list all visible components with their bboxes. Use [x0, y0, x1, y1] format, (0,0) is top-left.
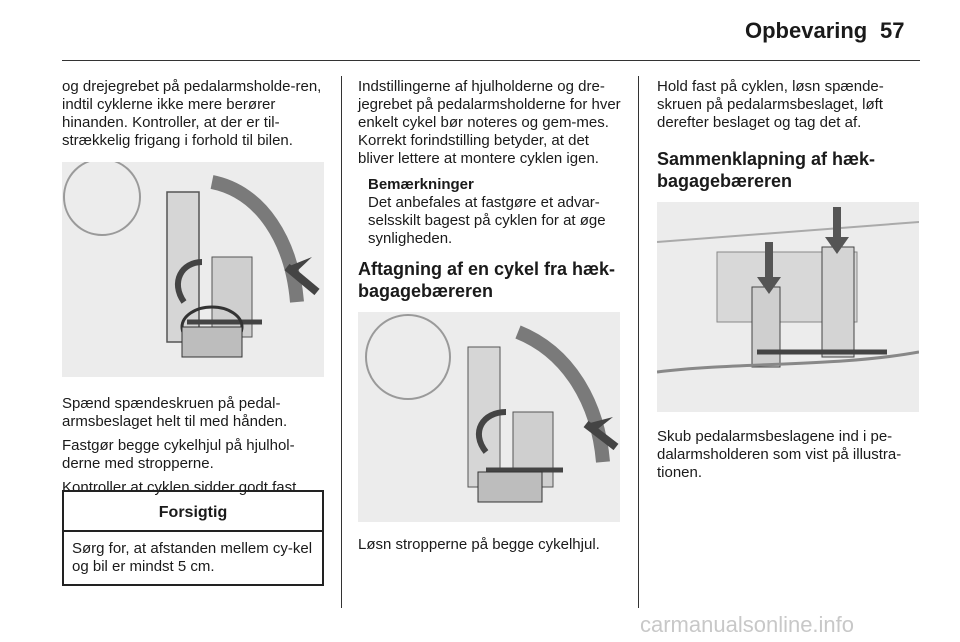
- paragraph: Fastgør begge cykelhjul på hjulhol-derne med stropperne.: [62, 437, 295, 472]
- caution-divider: [64, 530, 322, 532]
- paragraph: og drejegrebet på pedalarmsholde-ren, indtil cyklerne ikke mere berører hinanden. Kontroller, at der er til-strækkelig frigang i forhold til bilen.: [62, 78, 322, 149]
- section-title: Opbevaring: [745, 18, 868, 43]
- caution-box: [62, 490, 324, 586]
- paragraph: Spænd spændeskruen på pedal-armsbeslaget helt til med hånden.: [62, 395, 288, 430]
- header-divider: [62, 60, 920, 61]
- column-divider: [638, 76, 639, 608]
- note-block: [368, 176, 628, 248]
- note-title: Bemærkninger: [368, 176, 474, 193]
- paragraph: Hold fast på cyklen, løsn spænde-skruen på pedalarmsbeslaget, løft derefter beslaget og tag det af.: [657, 78, 884, 131]
- paragraph: Indstillingerne af hjulholderne og dre-jegrebet på pedalarmsholderne for hver enkelt cykel bør noteres og gem-mes. Korrekt forindstilling betyder, at det bliver lettere at montere cyklen igen.: [358, 78, 621, 167]
- section-heading: Aftagning af en cykel fra hæk-bagagebæreren: [358, 259, 616, 301]
- strap-release-illustration: [358, 312, 620, 522]
- column-2: [358, 78, 628, 554]
- paragraph: Skub pedalarmsbeslagene ind i pe-dalarmsholderen som vist på illustra-tionen.: [657, 428, 902, 481]
- note-text: Det anbefales at fastgøre et advar-selsskilt bagest på cyklen for at øge synligheden.: [368, 194, 606, 247]
- page-number: 57: [880, 18, 905, 43]
- column-3: [657, 78, 922, 482]
- folding-carrier-illustration: [657, 202, 919, 412]
- section-heading: Sammenklapning af hæk-bagagebæreren: [657, 149, 876, 191]
- bike-pedal-illustration: [62, 162, 324, 377]
- page-header: [0, 0, 960, 62]
- paragraph: Løsn stropperne på begge cykelhjul.: [358, 536, 600, 553]
- watermark: carmanualsonline.info: [640, 612, 855, 637]
- caution-title: Forsigtig: [158, 504, 228, 521]
- caution-text: Sørg for, at afstanden mellem cy-kel og bil er mindst 5 cm.: [72, 540, 313, 575]
- paragraph: Kontroller at cyklen sidder godt fast.: [62, 479, 301, 496]
- column-divider: [341, 76, 342, 608]
- column-1: [62, 78, 324, 497]
